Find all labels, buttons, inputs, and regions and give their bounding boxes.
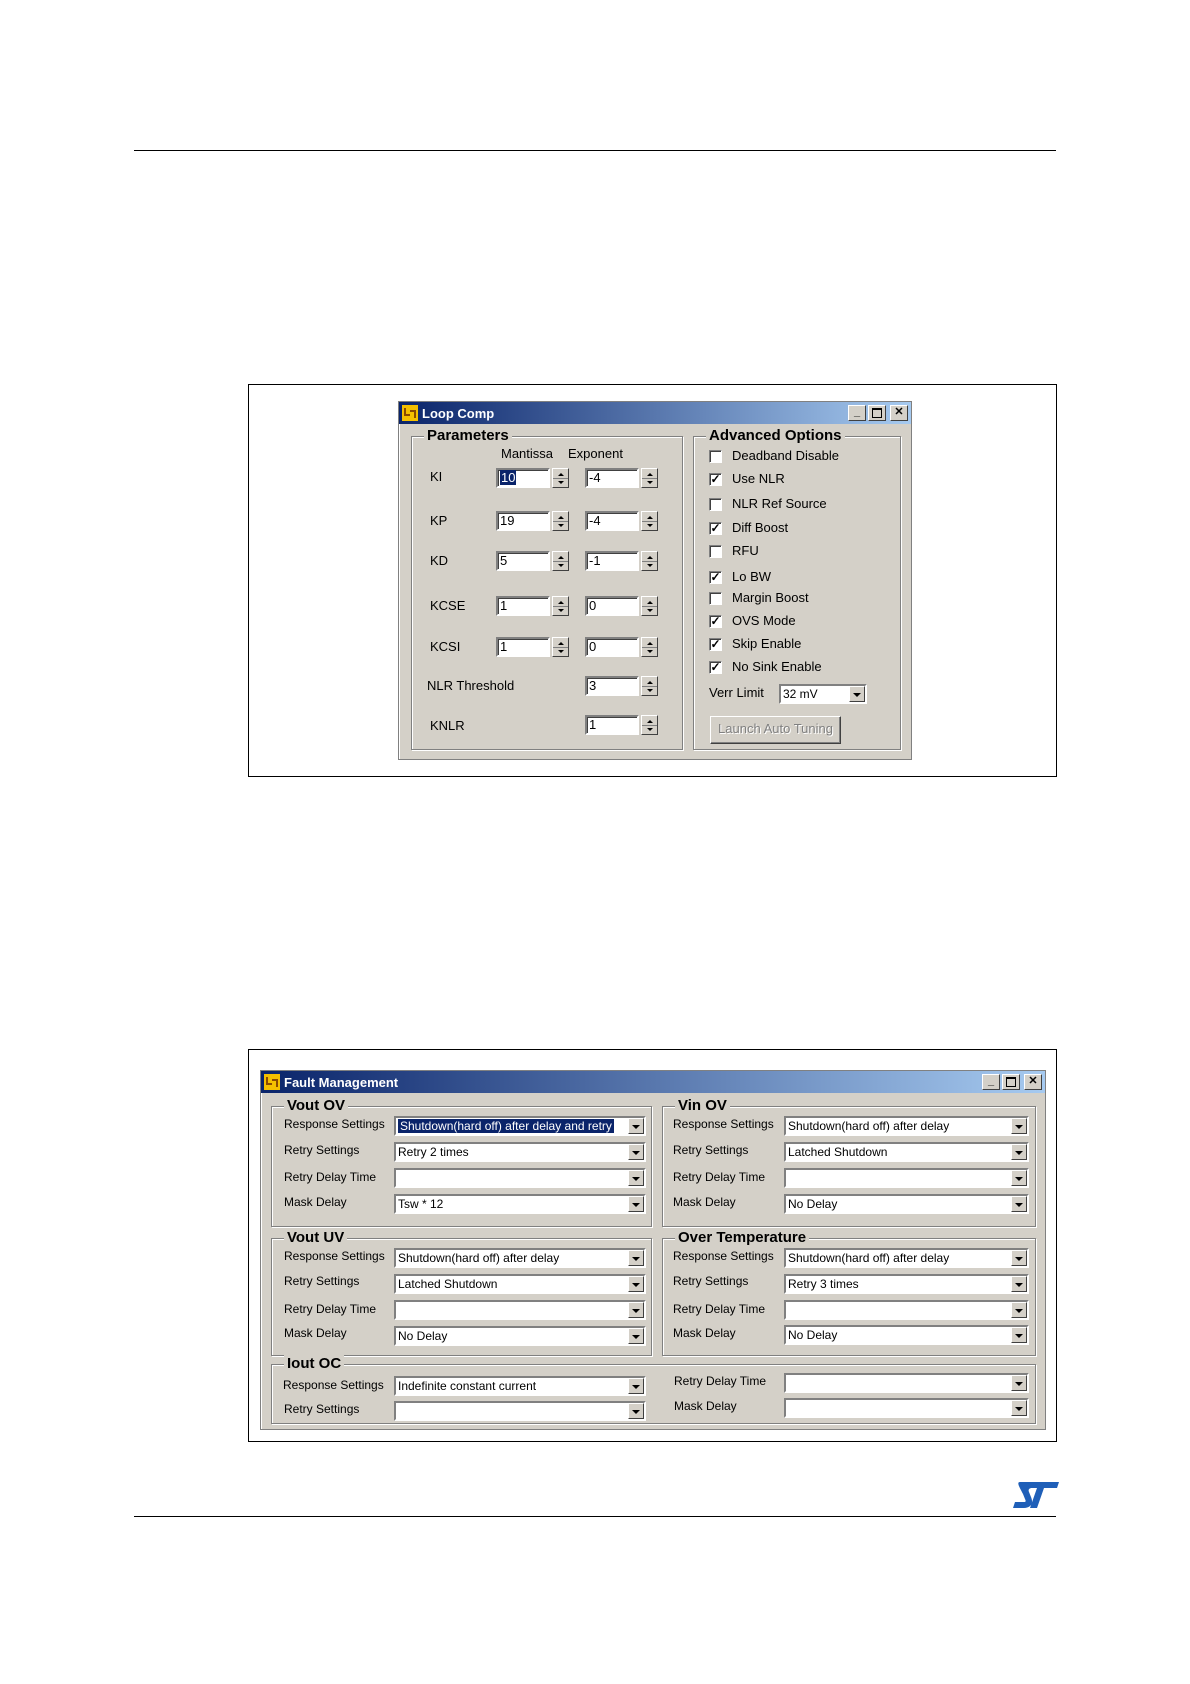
- use-nlr-checkbox[interactable]: ✓: [710, 472, 721, 486]
- app-icon: [402, 405, 418, 421]
- diff-boost-checkbox[interactable]: ✓: [710, 521, 721, 535]
- no-sink-enable-label: No Sink Enable: [732, 659, 822, 674]
- over-temp-retry-delay-select[interactable]: [784, 1300, 1029, 1320]
- launch-auto-tuning-button[interactable]: Launch Auto Tuning: [710, 716, 841, 744]
- kcse-exponent-spinner[interactable]: [641, 596, 658, 616]
- kp-exponent-input[interactable]: -4: [585, 511, 639, 531]
- over-temp-response-label: Response Settings: [673, 1249, 774, 1263]
- nlr-threshold-input[interactable]: 3: [585, 676, 639, 696]
- vout-ov-retry-delay-select[interactable]: [394, 1168, 646, 1188]
- kd-exponent-spinner[interactable]: [641, 551, 658, 571]
- kp-label: KP: [430, 513, 448, 528]
- vout-uv-response-label: Response Settings: [284, 1249, 385, 1263]
- kcse-exponent-input[interactable]: 0: [585, 596, 639, 616]
- chevron-down-icon: [628, 1144, 644, 1160]
- lo-bw-label: Lo BW: [732, 569, 772, 584]
- iout-oc-retry-select[interactable]: [394, 1401, 646, 1421]
- chevron-down-icon: [1011, 1144, 1027, 1160]
- chevron-down-icon: [1011, 1276, 1027, 1292]
- kcsi-exponent-input[interactable]: 0: [585, 637, 639, 657]
- vout-ov-mask-label: Mask Delay: [284, 1195, 347, 1209]
- chevron-down-icon: [628, 1250, 644, 1266]
- chevron-down-icon: [1011, 1170, 1027, 1186]
- vout-uv-mask-select[interactable]: No Delay: [394, 1326, 646, 1346]
- ki-exponent-input[interactable]: -4: [585, 468, 639, 488]
- no-sink-enable-checkbox[interactable]: ✓: [710, 660, 721, 674]
- nlr-ref-source-checkbox[interactable]: [709, 498, 722, 511]
- chevron-down-icon: [628, 1276, 644, 1292]
- minimize-button[interactable]: [982, 1074, 1000, 1090]
- minimize-icon: _: [987, 1075, 995, 1087]
- vout-uv-mask-label: Mask Delay: [284, 1326, 347, 1340]
- margin-boost-label: Margin Boost: [732, 590, 809, 605]
- iout-oc-retry-delay-select[interactable]: [784, 1373, 1029, 1393]
- ki-mantissa-spinner[interactable]: [552, 468, 569, 488]
- chevron-down-icon: [628, 1170, 644, 1186]
- maximize-icon: [1006, 1077, 1016, 1087]
- over-temp-retry-delay-label: Retry Delay Time: [673, 1302, 766, 1316]
- vin-ov-title: Vin OV: [675, 1097, 730, 1114]
- ki-exponent-spinner[interactable]: [641, 468, 658, 488]
- kp-exponent-spinner[interactable]: [641, 511, 658, 531]
- over-temp-response-select[interactable]: Shutdown(hard off) after delay: [784, 1248, 1029, 1268]
- rfu-checkbox[interactable]: [709, 545, 722, 558]
- rfu-label: RFU: [732, 543, 759, 558]
- chevron-down-icon: [849, 686, 865, 702]
- iout-oc-mask-label: Mask Delay: [674, 1399, 737, 1413]
- vout-uv-retry-label: Retry Settings: [284, 1274, 360, 1288]
- chevron-down-icon: [1011, 1302, 1027, 1318]
- kp-mantissa-input[interactable]: 19: [496, 511, 550, 531]
- margin-boost-checkbox[interactable]: [709, 592, 722, 605]
- vin-ov-response-select[interactable]: Shutdown(hard off) after delay: [784, 1116, 1029, 1136]
- minimize-icon: _: [853, 406, 861, 418]
- chevron-down-icon: [628, 1302, 644, 1318]
- minimize-button[interactable]: [848, 405, 866, 421]
- footer-rule: [134, 1516, 1056, 1517]
- use-nlr-label: Use NLR: [732, 471, 785, 486]
- vout-uv-group: [271, 1229, 652, 1356]
- vout-ov-retry-label: Retry Settings: [284, 1143, 360, 1157]
- chevron-down-icon: [628, 1378, 644, 1394]
- over-temp-mask-label: Mask Delay: [673, 1326, 736, 1340]
- iout-oc-title: Iout OC: [284, 1355, 344, 1372]
- vout-uv-retry-delay-select[interactable]: [394, 1300, 646, 1320]
- vin-ov-retry-label: Retry Settings: [673, 1143, 749, 1157]
- knlr-label: KNLR: [430, 718, 465, 733]
- chevron-down-icon: [628, 1118, 644, 1134]
- fault-management-titlebar[interactable]: [261, 1071, 1045, 1093]
- kcsi-mantissa-spinner[interactable]: [552, 637, 569, 657]
- lo-bw-checkbox[interactable]: ✓: [710, 570, 721, 584]
- ki-label: KI: [430, 469, 443, 484]
- skip-enable-label: Skip Enable: [732, 636, 802, 651]
- vout-uv-response-select[interactable]: Shutdown(hard off) after delay: [394, 1248, 646, 1268]
- iout-oc-response-label: Response Settings: [283, 1378, 384, 1392]
- over-temp-retry-select[interactable]: Retry 3 times: [784, 1274, 1029, 1294]
- chevron-down-icon: [1011, 1196, 1027, 1212]
- close-button[interactable]: [890, 405, 908, 421]
- fault-management-window: [260, 1070, 1046, 1430]
- kd-exponent-input[interactable]: -1: [585, 551, 639, 571]
- kcsi-label: KCSI: [430, 639, 461, 654]
- kd-mantissa-input[interactable]: 5: [496, 551, 550, 571]
- figure-loop-comp: [248, 384, 1057, 777]
- chevron-down-icon: [1011, 1250, 1027, 1266]
- vin-ov-retry-delay-label: Retry Delay Time: [673, 1170, 766, 1184]
- chevron-down-icon: [1011, 1375, 1027, 1391]
- header-rule: [134, 150, 1056, 151]
- vout-ov-response-select[interactable]: Shutdown(hard off) after delay and retry: [394, 1116, 646, 1136]
- over-temperature-group: [662, 1229, 1036, 1356]
- vout-ov-response-label: Response Settings: [284, 1117, 385, 1131]
- parameters-group: [411, 427, 683, 750]
- knlr-input[interactable]: 1: [585, 715, 639, 735]
- advanced-options-title: Advanced Options: [706, 427, 845, 444]
- ovs-mode-label: OVS Mode: [732, 613, 796, 628]
- kd-mantissa-spinner[interactable]: [552, 551, 569, 571]
- kcse-mantissa-input[interactable]: 1: [496, 596, 550, 616]
- chevron-down-icon: [628, 1328, 644, 1344]
- exponent-header: Exponent: [568, 446, 623, 461]
- iout-oc-retry-delay-label: Retry Delay Time: [674, 1374, 767, 1388]
- iout-oc-retry-label: Retry Settings: [284, 1402, 360, 1416]
- chevron-down-icon: [628, 1196, 644, 1212]
- vout-ov-retry-select[interactable]: Retry 2 times: [394, 1142, 646, 1162]
- app-icon: [264, 1074, 280, 1090]
- vout-uv-title: Vout UV: [284, 1229, 347, 1246]
- iout-oc-mask-select[interactable]: [784, 1398, 1029, 1418]
- close-button[interactable]: [1024, 1074, 1042, 1090]
- vin-ov-response-label: Response Settings: [673, 1117, 774, 1131]
- kp-mantissa-spinner[interactable]: [552, 511, 569, 531]
- kcse-mantissa-spinner[interactable]: [552, 596, 569, 616]
- parameters-title: Parameters: [424, 427, 512, 444]
- st-logo: [1012, 1480, 1060, 1510]
- figure-fault-management: [248, 1049, 1057, 1442]
- close-icon: ✕: [894, 406, 904, 418]
- vin-ov-mask-select[interactable]: No Delay: [784, 1194, 1029, 1214]
- window-title: Fault Management: [284, 1074, 399, 1090]
- maximize-button[interactable]: [1002, 1074, 1020, 1090]
- kd-label: KD: [430, 553, 449, 568]
- vin-ov-retry-delay-select[interactable]: [784, 1168, 1029, 1188]
- loop-comp-titlebar[interactable]: [399, 402, 911, 424]
- kcsi-exponent-spinner[interactable]: [641, 637, 658, 657]
- vout-uv-retry-delay-label: Retry Delay Time: [284, 1302, 377, 1316]
- vin-ov-group: [662, 1097, 1036, 1227]
- diff-boost-label: Diff Boost: [732, 520, 789, 535]
- nlr-threshold-label: NLR Threshold: [427, 678, 515, 693]
- knlr-spinner[interactable]: [641, 715, 658, 735]
- vin-ov-mask-label: Mask Delay: [673, 1195, 736, 1209]
- maximize-button[interactable]: [868, 405, 886, 421]
- chevron-down-icon: [1011, 1327, 1027, 1343]
- loop-comp-window: [398, 401, 912, 760]
- chevron-down-icon: [1011, 1400, 1027, 1416]
- deadband-disable-checkbox[interactable]: [709, 450, 722, 463]
- vin-ov-retry-select[interactable]: Latched Shutdown: [784, 1142, 1029, 1162]
- advanced-options-group: [693, 427, 901, 750]
- ovs-mode-checkbox[interactable]: ✓: [710, 614, 721, 628]
- over-temp-retry-label: Retry Settings: [673, 1274, 749, 1288]
- chevron-down-icon: [1011, 1118, 1027, 1134]
- iout-oc-response-select[interactable]: Indefinite constant current: [394, 1376, 646, 1396]
- vout-ov-group: [271, 1097, 652, 1227]
- nlr-ref-source-label: NLR Ref Source: [732, 496, 827, 511]
- verr-limit-label: Verr Limit: [709, 685, 764, 700]
- kcsi-mantissa-input[interactable]: 1: [496, 637, 550, 657]
- iout-oc-group: [271, 1355, 1036, 1424]
- maximize-icon: [872, 408, 882, 418]
- over-temp-mask-select[interactable]: No Delay: [784, 1325, 1029, 1345]
- vout-uv-retry-select[interactable]: Latched Shutdown: [394, 1274, 646, 1294]
- mantissa-header: Mantissa: [501, 446, 554, 461]
- vout-ov-retry-delay-label: Retry Delay Time: [284, 1170, 377, 1184]
- nlr-threshold-spinner[interactable]: [641, 676, 658, 696]
- over-temperature-title: Over Temperature: [675, 1229, 809, 1246]
- kcse-label: KCSE: [430, 598, 466, 613]
- ki-mantissa-input[interactable]: 10: [496, 468, 550, 488]
- deadband-disable-label: Deadband Disable: [732, 448, 839, 463]
- close-icon: ✕: [1028, 1075, 1038, 1087]
- skip-enable-checkbox[interactable]: ✓: [710, 637, 721, 651]
- vout-ov-title: Vout OV: [284, 1097, 348, 1114]
- window-title: Loop Comp: [422, 405, 495, 421]
- verr-limit-select[interactable]: 32 mV: [779, 684, 867, 704]
- chevron-down-icon: [628, 1403, 644, 1419]
- vout-ov-mask-select[interactable]: Tsw * 12: [394, 1194, 646, 1214]
